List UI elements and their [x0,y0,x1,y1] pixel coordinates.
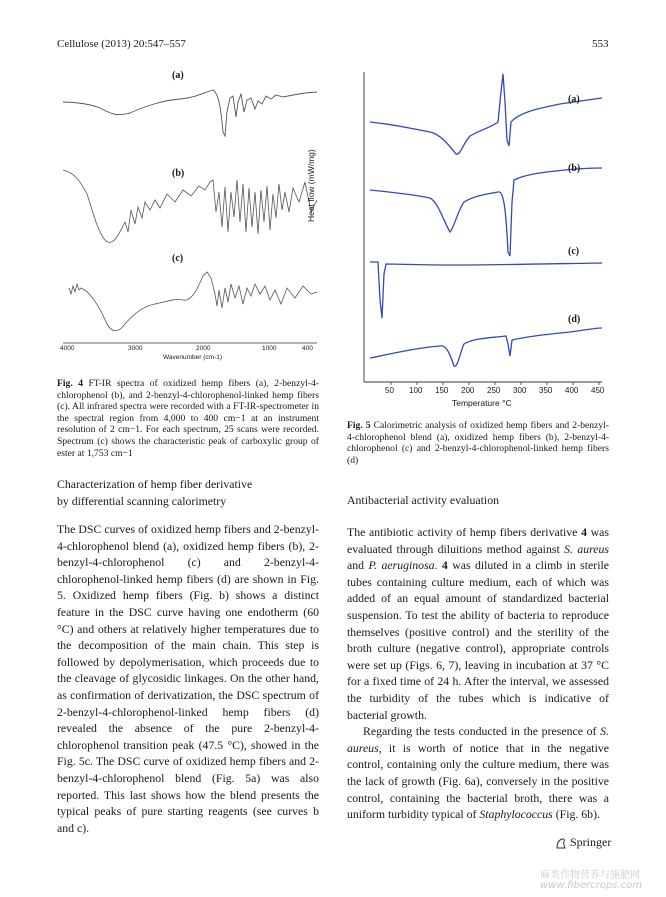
fig5-label-d: (d) [568,314,581,325]
fig5-caption [347,420,609,466]
fig5-tick-350: 350 [539,386,553,395]
fig5-x-axis-label: Temperature °C [452,398,512,408]
running-header-journal: Cellulose (2013) 20:547–557 [57,38,186,50]
fig4-tick-1000: 1000 [262,345,277,352]
fig5-tick-150: 150 [435,386,449,395]
fig4-spectrum-b [63,170,317,242]
fig5-tick-400: 400 [565,386,579,395]
watermark-url: www.fibercrops.com [540,880,642,891]
fig4-tick-400: 400 [302,345,313,352]
fig5-tick-450: 450 [591,386,605,395]
fig4-spectrum-c [69,272,317,331]
fig4-tick-4000: 4000 [60,345,75,352]
fig4-caption-text: FT-IR spectra of oxidized hemp fibers (a), 2-benzyl-4-chlorophenol (b), and 2-benzyl-4-chlorophenol-linked hemp fibers (c). All infrared spectra were recorded with a FT-IR-spectrometer in the spectral region from 4,000 to 400 cm−1 at an instrument resolution of 2 cm−1. For each spectrum, 25 scans were recorded. Spectrum (c) shows the characteristic peak of carboxylic group of ester at 1,753 cm−1 [57,378,319,459]
fig5-tick-300: 300 [513,386,527,395]
fig4-caption [57,378,319,459]
fig5-tick-200: 200 [461,386,475,395]
fig5-y-axis-label: Heat flow (mW/mg) [306,149,316,222]
left-body-text [57,521,319,836]
fig5-caption-label: Fig. 5 [347,420,371,431]
fig5-curve-a [370,74,602,154]
fig5-label-b: (b) [568,163,581,174]
springer-horse-icon [555,837,567,849]
right-paragraph-2: Regarding the tests conducted in the presence of S. aureus, it is worth of notice that in the negative control, containing only the culture medium, there was the lack of growth (Fig. 6a), conversely in the positive control, containing the bacterial broth, there was a uniform turbidity typical of Staphylococcus (Fig. 6b). [347,724,609,822]
fig5-tick-250: 250 [487,386,501,395]
springer-name: Springer [570,835,612,849]
springer-logo [555,835,611,850]
fig5-dsc-figure [340,62,614,412]
fig4-caption-label: Fig. 4 [57,378,83,389]
fig5-curve-d [370,328,602,366]
page-number: 553 [592,38,609,50]
fig5-curve-b [370,168,602,256]
fig4-label-b: (b) [172,168,185,179]
fig5-tick-50: 50 [385,386,394,395]
fig5-curve-c [370,262,602,318]
left-paragraph: The DSC curves of oxidized hemp fibers and 2-benzyl-4-chlorophenol blend (a), oxidized hemp fibers (b), 2-benzyl-4-chlorophenol (c) and 2-benzyl-4-chlorophenol-linked hemp fibers (d) are shown in Fig. 5. Oxidized hemp fibers (Fig. b) shows a distinct feature in the DSC curve having one endotherm (60 °C) and others at relatively higher temperatures due to the decomposition of the main chain. This step is followed by depolymerisation, which proceeds due to the cleavage of glycosidic linkages. On the other hand, as confirmation of derivatization, the DSC spectrum of 2-benzyl-4-chlorophenol-linked hemp fibers (d) revealed the absence of the pure 2-benzyl-4-chlorophenol transition peak (47.5 °C), showed in the Fig. 5c. The DSC curve of oxidized hemp fibers and 2-benzyl-4-chlorophenol blend (Fig. 5a) was also reported. This last shows how the blend presents the typical peaks of pure starting reagents (see curves b and c). [57,522,319,835]
right-body-text [347,524,609,823]
fig5-caption-text: Calorimetric analysis of oxidized hemp fibers and 2-benzyl-4-chlorophenol blend (a), oxidized hemp fibers (b), 2-benzyl-4-chlorophenol (c) and 2-benzyl-4-chlorophenol-linked hemp fibers (d) [347,420,609,466]
fig4-tick-2000: 2000 [196,345,211,352]
watermark-cn: 麻类作物营养与施肥网 [540,870,640,881]
fig5-label-c: (c) [568,246,580,257]
left-heading-line2: by differential scanning calorimetry [57,493,227,508]
fig4-x-axis-label: Wavenumber (cm-1) [163,354,222,361]
right-section-heading: Antibacterial activity evaluation [347,493,499,507]
fig5-tick-100: 100 [409,386,423,395]
fig4-label-a: (a) [172,70,184,81]
fig4-label-c: (c) [172,253,184,264]
left-section-heading [57,476,319,509]
left-heading-line1: Characterization of hemp fiber derivative [57,477,253,491]
right-paragraph-1: The antibiotic activity of hemp fibers derivative 4 was evaluated through diluitions method against S. aureus and P. aeruginosa. 4 was diluted in a climb in sterile tubes containing culture medium, each of which was added of an equal amount of standardized bacterial suspension. To test the ability of bacteria to reproduce themselves (positive control) and the sterility of the broth culture (negative control), appropriate controls were set up (Figs. 6, 7), leaving in incubation at 37 °C for a fixed time of 24 h. After the interval, we assessed the turbidity of the tubes which is indicative of bacterial growth. [347,525,610,722]
fig5-label-a: (a) [568,94,580,105]
fig4-spectrum-a [63,90,317,136]
fig4-tick-3000: 3000 [128,345,143,352]
fig4-ftir-figure [55,62,327,372]
